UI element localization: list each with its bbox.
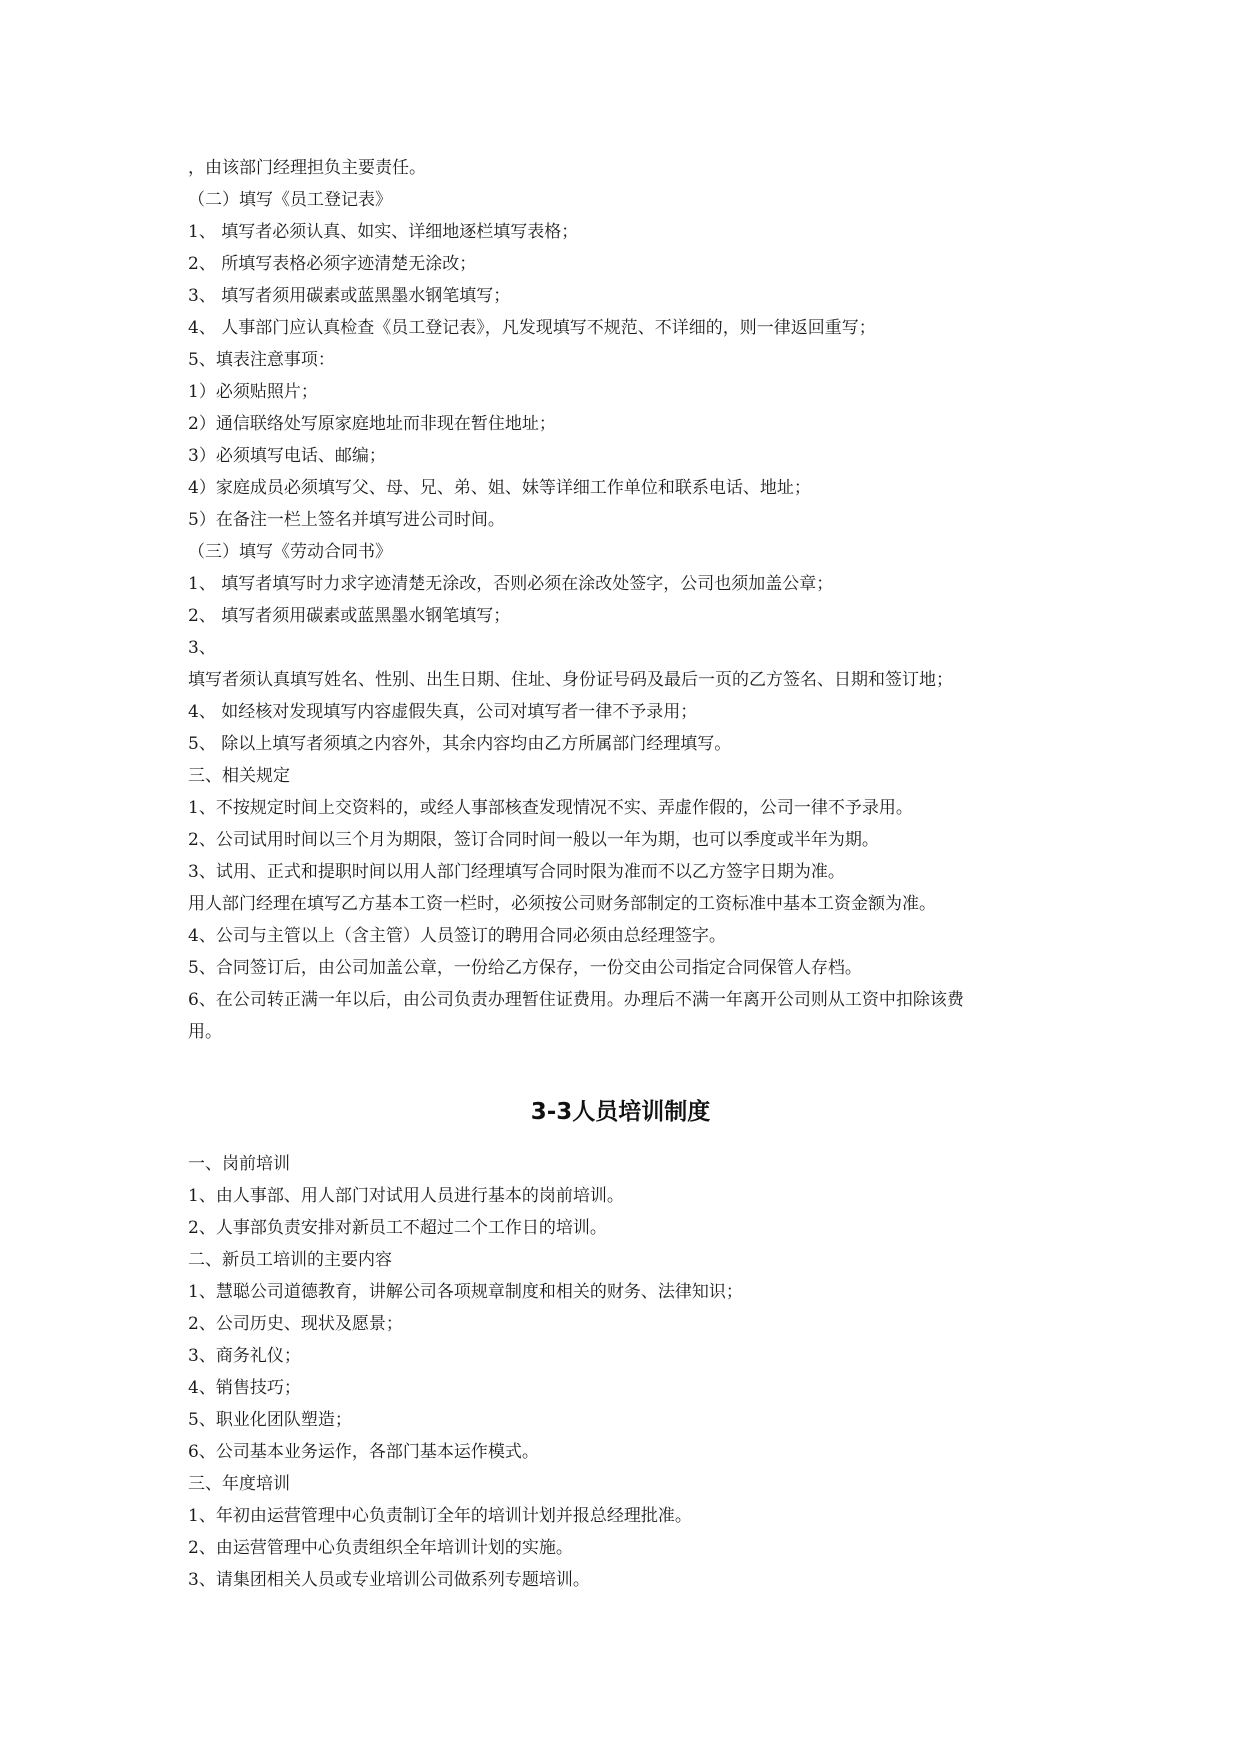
paragraph-line: 2、 所填写表格必须字迹清楚无涂改； bbox=[188, 254, 477, 274]
paragraph-line: 3、请集团相关人员或专业培训公司做系列专题培训。 bbox=[188, 1570, 590, 1590]
paragraph-line: 4、 如经核对发现填写内容虚假失真，公司对填写者一律不予录用； bbox=[188, 702, 698, 722]
paragraph-line: 5、 除以上填写者须填之内容外，其余内容均由乙方所属部门经理填写。 bbox=[188, 734, 732, 754]
paragraph-line: 4）家庭成员必须填写父、母、兄、弟、姐、妹等详细工作单位和联系电话、地址； bbox=[188, 478, 811, 498]
section-heading: 一、岗前培训 bbox=[188, 1154, 290, 1174]
paragraph-line: 4、公司与主管以上（含主管）人员签订的聘用合同必须由总经理签字。 bbox=[188, 926, 726, 946]
paragraph-line: 2、公司历史、现状及愿景； bbox=[188, 1314, 403, 1334]
paragraph-line: 用。 bbox=[188, 1022, 222, 1042]
paragraph-line: 3）必须填写电话、邮编； bbox=[188, 446, 386, 466]
section-heading: 三、相关规定 bbox=[188, 766, 290, 786]
paragraph-line: 用人部门经理在填写乙方基本工资一栏时，必须按公司财务部制定的工资标准中基本工资金额为准。 bbox=[188, 894, 936, 914]
paragraph-line: 2、公司试用时间以三个月为期限，签订合同时间一般以一年为期，也可以季度或半年为期。 bbox=[188, 830, 879, 850]
paragraph-line: 5、职业化团队塑造； bbox=[188, 1410, 352, 1430]
section-title: 3-3人员培训制度 bbox=[530, 1099, 711, 1125]
paragraph-line: 2）通信联络处写原家庭地址而非现在暂住地址； bbox=[188, 414, 556, 434]
paragraph-line: 6、公司基本业务运作，各部门基本运作模式。 bbox=[188, 1442, 539, 1462]
paragraph-line: 3、 填写者须用碳素或蓝黑墨水钢笔填写； bbox=[188, 286, 511, 306]
subsection-heading: （二）填写《员工登记表》 bbox=[188, 190, 392, 210]
paragraph-line: 3、商务礼仪； bbox=[188, 1346, 301, 1366]
section-heading: 三、年度培训 bbox=[188, 1474, 290, 1494]
paragraph-line: 填写者须认真填写姓名、性别、出生日期、住址、身份证号码及最后一页的乙方签名、日期和签订地； bbox=[188, 670, 953, 690]
paragraph-line: 1、慧聪公司道德教育，讲解公司各项规章制度和相关的财务、法律知识； bbox=[188, 1282, 743, 1302]
paragraph-line: ，由该部门经理担负主要责任。 bbox=[188, 158, 426, 178]
paragraph-line: 1、 填写者填写时力求字迹清楚无涂改，否则必须在涂改处签字，公司也须加盖公章； bbox=[188, 574, 834, 594]
paragraph-line: 3、 bbox=[188, 638, 216, 658]
paragraph-line: 1、不按规定时间上交资料的，或经人事部核查发现情况不实、弄虚作假的，公司一律不予录用。 bbox=[188, 798, 913, 818]
paragraph-line: 2、由运营管理中心负责组织全年培训计划的实施。 bbox=[188, 1538, 573, 1558]
paragraph-line: 2、 填写者须用碳素或蓝黑墨水钢笔填写； bbox=[188, 606, 511, 626]
paragraph-line: 5、填表注意事项： bbox=[188, 350, 335, 370]
paragraph-line: 2、人事部负责安排对新员工不超过二个工作日的培训。 bbox=[188, 1218, 607, 1238]
paragraph-line: 1、年初由运营管理中心负责制订全年的培训计划并报总经理批准。 bbox=[188, 1506, 692, 1526]
paragraph-line: 3、试用、正式和提职时间以用人部门经理填写合同时限为准而不以乙方签字日期为准。 bbox=[188, 862, 845, 882]
paragraph-line: 1）必须贴照片； bbox=[188, 382, 318, 402]
paragraph-line: 4、销售技巧； bbox=[188, 1378, 301, 1398]
paragraph-line: 1、 填写者必须认真、如实、详细地逐栏填写表格； bbox=[188, 222, 579, 242]
subsection-heading: （三）填写《劳动合同书》 bbox=[188, 542, 392, 562]
paragraph-line: 4、 人事部门应认真检查《员工登记表》，凡发现填写不规范、不详细的，则一律返回重写； bbox=[188, 318, 876, 338]
paragraph-line: 5）在备注一栏上签名并填写进公司时间。 bbox=[188, 510, 505, 530]
paragraph-line: 1、由人事部、用人部门对试用人员进行基本的岗前培训。 bbox=[188, 1186, 624, 1206]
paragraph-line: 6、在公司转正满一年以后，由公司负责办理暂住证费用。办理后不满一年离开公司则从工资中扣除该费 bbox=[188, 990, 964, 1010]
paragraph-line: 5、合同签订后，由公司加盖公章，一份给乙方保存，一份交由公司指定合同保管人存档。 bbox=[188, 958, 862, 978]
section-heading: 二、新员工培训的主要内容 bbox=[188, 1250, 392, 1270]
